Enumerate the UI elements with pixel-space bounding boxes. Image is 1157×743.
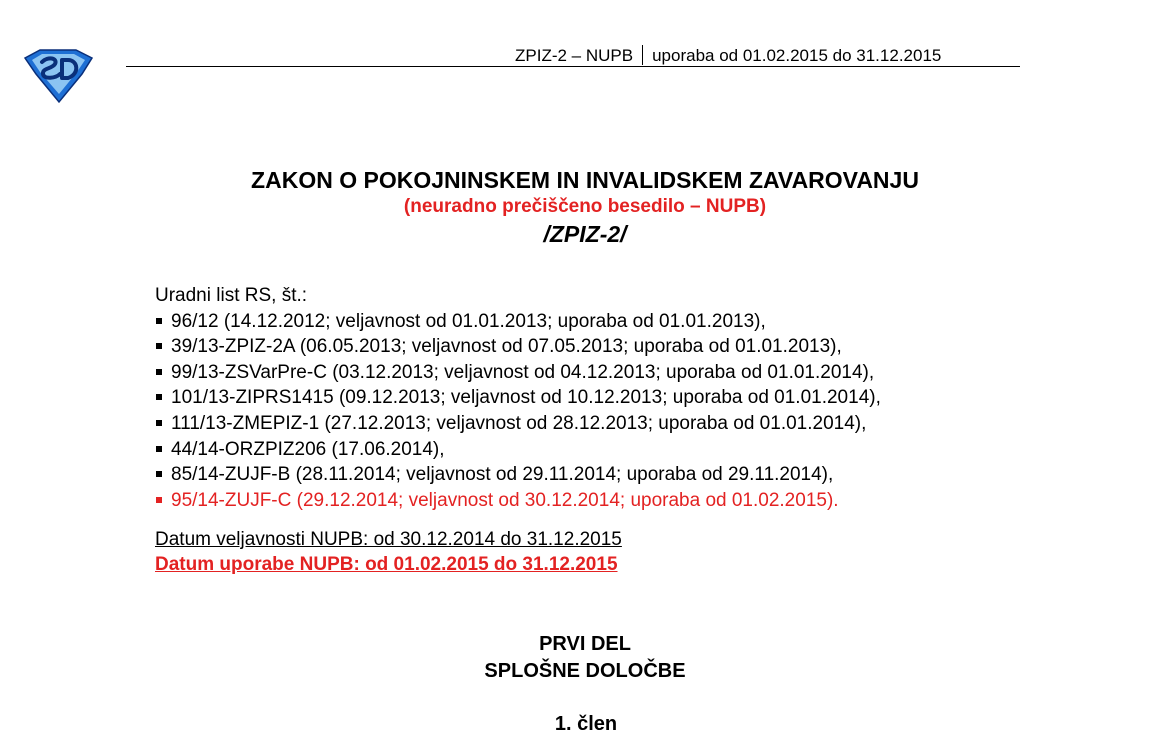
nupb-dates xyxy=(155,527,622,577)
gazette-entry-text: 95/14-ZUJF-C (29.12.2014; veljavnost od 30.12.2014; uporaba od 01.02.2015). xyxy=(171,489,839,511)
header-document-code: ZPIZ-2 – NUPB xyxy=(515,46,634,65)
article-heading: 1. člen xyxy=(554,713,618,735)
bullet-icon xyxy=(156,420,162,426)
part-number: PRVI DEL xyxy=(539,633,631,655)
bullet-icon xyxy=(156,446,162,452)
bullet-icon xyxy=(156,394,162,400)
bullet-icon xyxy=(156,343,162,349)
part-title: SPLOŠNE DOLOČBE xyxy=(484,660,686,682)
running-header xyxy=(515,45,941,66)
gazette-entry-text: 111/13-ZMEPIZ-1 (27.12.2013; veljavnost od 28.12.2013; uporaba od 01.01.2014), xyxy=(171,412,867,434)
application-date: Datum uporabe NUPB: od 01.02.2015 do 31.12.2015 xyxy=(155,554,618,575)
bullet-icon xyxy=(156,471,162,477)
shield-logo-graphic xyxy=(22,48,94,104)
law-abbreviation: /ZPIZ-2/ xyxy=(543,221,627,247)
bullet-icon xyxy=(156,497,162,503)
header-separator xyxy=(642,45,643,65)
gazette-entry xyxy=(155,385,881,411)
gazette-entry-text: 85/14-ZUJF-B (28.11.2014; veljavnost od 29.11.2014; uporaba od 29.11.2014), xyxy=(171,464,834,486)
shield-logo-icon xyxy=(22,48,94,104)
gazette-entry xyxy=(155,334,881,360)
gazette-entry-text: 44/14-ORZPIZ206 (17.06.2014), xyxy=(171,438,445,460)
bullet-icon xyxy=(156,318,162,324)
gazette-entry-highlighted xyxy=(155,488,881,514)
part-heading xyxy=(0,631,1157,685)
gazette-entry xyxy=(155,462,881,488)
gazette-entry xyxy=(155,309,881,335)
gazette-entries-list xyxy=(155,309,881,514)
title-block xyxy=(0,166,1157,249)
bullet-icon xyxy=(156,369,162,375)
gazette-label: Uradni list RS, št.: xyxy=(155,285,308,306)
header-application-period: uporaba od 01.02.2015 do 31.12.2015 xyxy=(652,46,942,65)
gazette-entry-text: 99/13-ZSVarPre-C (03.12.2013; veljavnost od 04.12.2013; uporaba od 01.01.2014), xyxy=(171,361,875,383)
official-gazette-section xyxy=(155,283,881,513)
validity-date: Datum veljavnosti NUPB: od 30.12.2014 do 31.12.2015 xyxy=(155,529,622,550)
gazette-entry xyxy=(155,437,881,463)
gazette-entry xyxy=(155,411,881,437)
gazette-entry-text: 39/13-ZPIZ-2A (06.05.2013; veljavnost od 07.05.2013; uporaba od 01.01.2013), xyxy=(171,336,842,358)
gazette-entry xyxy=(155,360,881,386)
consolidation-note: (neuradno prečiščeno besedilo – NUPB) xyxy=(403,196,767,217)
gazette-entry-text: 101/13-ZIPRS1415 (09.12.2013; veljavnost od 10.12.2013; uporaba od 01.01.2014), xyxy=(171,387,881,409)
header-rule xyxy=(126,66,1020,67)
law-title: ZAKON O POKOJNINSKEM IN INVALIDSKEM ZAVAROVANJU xyxy=(251,167,919,193)
gazette-entry-text: 96/12 (14.12.2012; veljavnost od 01.01.2013; uporaba od 01.01.2013), xyxy=(171,310,766,332)
